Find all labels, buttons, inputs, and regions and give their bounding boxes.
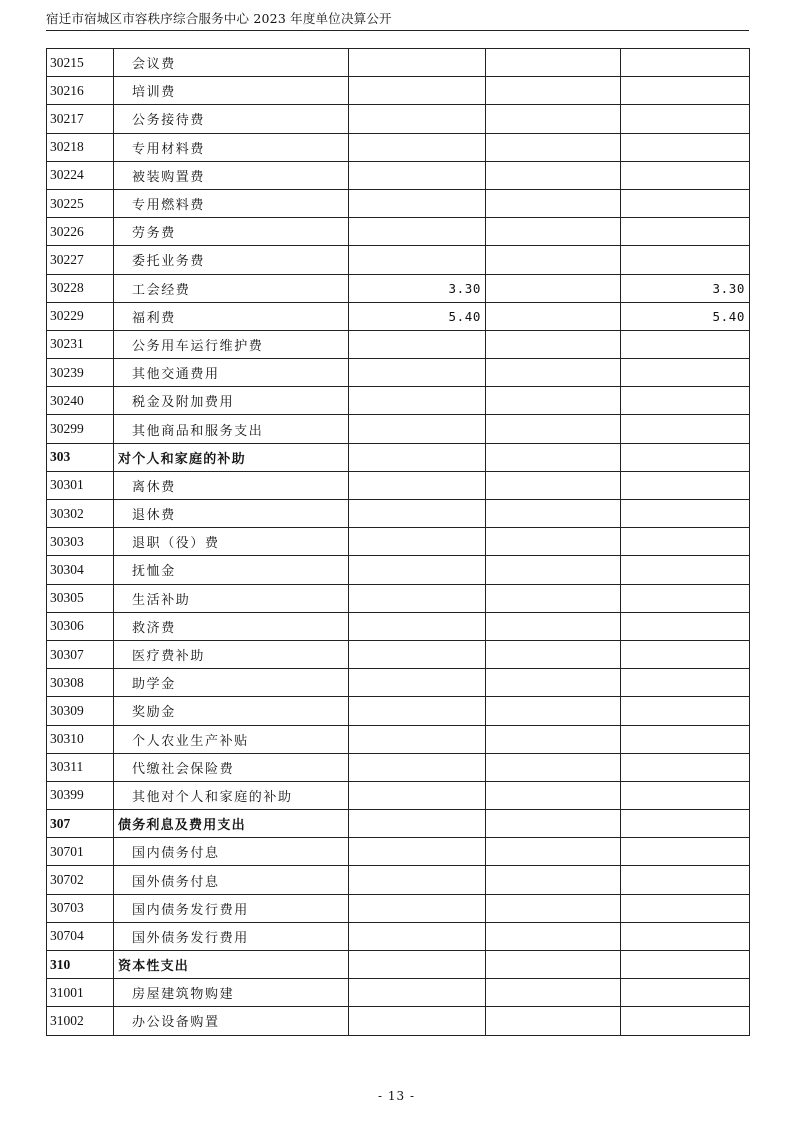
row-name-cell: 会议费 <box>114 49 349 77</box>
row-name-cell: 生活补助 <box>114 584 349 612</box>
row-value-col1-cell <box>349 781 486 809</box>
row-value-col2-cell <box>486 218 621 246</box>
row-code-cell: 30231 <box>47 330 114 358</box>
row-value-col3-cell <box>621 189 750 217</box>
row-value-col1-cell <box>349 133 486 161</box>
row-name-cell: 国内债务付息 <box>114 838 349 866</box>
row-code-cell: 30310 <box>47 725 114 753</box>
table-row <box>47 866 750 894</box>
table-row <box>47 387 750 415</box>
row-value-col2-cell <box>486 302 621 330</box>
table-row <box>47 1007 750 1035</box>
row-value-col3-cell <box>621 415 750 443</box>
row-value-col3-cell <box>621 725 750 753</box>
row-code-cell: 31002 <box>47 1007 114 1035</box>
row-code-cell: 30701 <box>47 838 114 866</box>
row-name-cell: 工会经费 <box>114 274 349 302</box>
header-rule <box>46 30 749 31</box>
row-value-col3-cell <box>621 951 750 979</box>
row-value-col1-cell <box>349 922 486 950</box>
table-row <box>47 584 750 612</box>
row-value-col1-cell <box>349 584 486 612</box>
row-name-cell: 劳务费 <box>114 218 349 246</box>
table-row <box>47 330 750 358</box>
row-code-cell: 30305 <box>47 584 114 612</box>
row-value-col1-cell <box>349 218 486 246</box>
row-value-col2-cell <box>486 584 621 612</box>
row-value-col1-cell <box>349 49 486 77</box>
row-value-col1-cell <box>349 697 486 725</box>
table-row <box>47 471 750 499</box>
row-value-col3-cell <box>621 471 750 499</box>
row-value-col2-cell <box>486 77 621 105</box>
page-header-title: 宿迁市宿城区市容秩序综合服务中心 2023 年度单位决算公开 <box>46 11 392 26</box>
row-value-col2-cell <box>486 753 621 781</box>
table-row <box>47 753 750 781</box>
row-value-col1-cell <box>349 838 486 866</box>
table-row <box>47 133 750 161</box>
table-row <box>47 838 750 866</box>
row-value-col3-cell <box>621 584 750 612</box>
row-name-cell: 对个人和家庭的补助 <box>114 443 349 471</box>
row-value-col3-cell <box>621 1007 750 1035</box>
row-value-col2-cell <box>486 669 621 697</box>
table-row <box>47 500 750 528</box>
row-value-col1-cell <box>349 415 486 443</box>
row-value-col3-cell <box>621 330 750 358</box>
table-row <box>47 105 750 133</box>
row-value-col2-cell <box>486 471 621 499</box>
row-value-col3-cell <box>621 866 750 894</box>
row-value-col2-cell <box>486 246 621 274</box>
table-row <box>47 669 750 697</box>
row-value-col3-cell <box>621 922 750 950</box>
row-value-col3-cell <box>621 894 750 922</box>
table-row <box>47 189 750 217</box>
row-name-cell: 公务接待费 <box>114 105 349 133</box>
row-value-col1-cell <box>349 471 486 499</box>
row-name-cell: 委托业务费 <box>114 246 349 274</box>
row-value-col3-cell <box>621 838 750 866</box>
table-row <box>47 49 750 77</box>
row-value-col1-cell <box>349 443 486 471</box>
row-code-cell: 30216 <box>47 77 114 105</box>
table-row <box>47 274 750 302</box>
row-name-cell: 奖励金 <box>114 697 349 725</box>
row-value-col2-cell <box>486 894 621 922</box>
row-code-cell: 30704 <box>47 922 114 950</box>
row-value-col1-cell <box>349 105 486 133</box>
row-code-cell: 30311 <box>47 753 114 781</box>
row-value-col2-cell <box>486 810 621 838</box>
table-row <box>47 556 750 584</box>
row-name-cell: 救济费 <box>114 612 349 640</box>
row-value-col1-cell <box>349 725 486 753</box>
row-value-col1-cell: 5.40 <box>349 302 486 330</box>
row-value-col2-cell <box>486 725 621 753</box>
row-value-col1-cell: 3.30 <box>349 274 486 302</box>
row-name-cell: 税金及附加费用 <box>114 387 349 415</box>
row-value-col3-cell <box>621 640 750 668</box>
table-row <box>47 640 750 668</box>
row-value-col2-cell <box>486 556 621 584</box>
row-value-col1-cell <box>349 500 486 528</box>
row-name-cell: 福利费 <box>114 302 349 330</box>
row-name-cell: 退休费 <box>114 500 349 528</box>
row-value-col1-cell <box>349 1007 486 1035</box>
table-row <box>47 161 750 189</box>
table-row <box>47 894 750 922</box>
row-code-cell: 30227 <box>47 246 114 274</box>
row-name-cell: 国外债务发行费用 <box>114 922 349 950</box>
row-value-col1-cell <box>349 753 486 781</box>
row-name-cell: 债务利息及费用支出 <box>114 810 349 838</box>
row-value-col3-cell <box>621 133 750 161</box>
row-code-cell: 30301 <box>47 471 114 499</box>
page-number: - 13 - <box>377 1089 415 1103</box>
row-code-cell: 307 <box>47 810 114 838</box>
row-code-cell: 30215 <box>47 49 114 77</box>
row-value-col1-cell <box>349 528 486 556</box>
row-value-col1-cell <box>349 866 486 894</box>
row-value-col3-cell <box>621 810 750 838</box>
table-row <box>47 612 750 640</box>
row-code-cell: 30299 <box>47 415 114 443</box>
row-code-cell: 30224 <box>47 161 114 189</box>
table-row <box>47 922 750 950</box>
row-value-col2-cell <box>486 866 621 894</box>
row-name-cell: 国外债务付息 <box>114 866 349 894</box>
row-value-col2-cell <box>486 951 621 979</box>
row-value-col1-cell <box>349 640 486 668</box>
row-value-col3-cell <box>621 246 750 274</box>
row-code-cell: 30240 <box>47 387 114 415</box>
row-name-cell: 被装购置费 <box>114 161 349 189</box>
row-value-col3-cell <box>621 697 750 725</box>
table-row <box>47 528 750 556</box>
table-group-row <box>47 951 750 979</box>
row-name-cell: 其他对个人和家庭的补助 <box>114 781 349 809</box>
row-name-cell: 退职（役）费 <box>114 528 349 556</box>
row-name-cell: 其他交通费用 <box>114 359 349 387</box>
row-name-cell: 国内债务发行费用 <box>114 894 349 922</box>
row-code-cell: 30229 <box>47 302 114 330</box>
row-name-cell: 专用材料费 <box>114 133 349 161</box>
row-code-cell: 30399 <box>47 781 114 809</box>
row-value-col3-cell <box>621 753 750 781</box>
row-value-col2-cell <box>486 330 621 358</box>
row-value-col3-cell: 3.30 <box>621 274 750 302</box>
row-value-col2-cell <box>486 133 621 161</box>
row-name-cell: 医疗费补助 <box>114 640 349 668</box>
row-name-cell: 抚恤金 <box>114 556 349 584</box>
row-value-col1-cell <box>349 951 486 979</box>
row-value-col3-cell <box>621 781 750 809</box>
row-value-col2-cell <box>486 838 621 866</box>
row-code-cell: 30306 <box>47 612 114 640</box>
row-code-cell: 30239 <box>47 359 114 387</box>
row-value-col2-cell <box>486 922 621 950</box>
expenditure-table <box>46 48 750 1036</box>
table-row <box>47 697 750 725</box>
row-value-col2-cell <box>486 1007 621 1035</box>
row-code-cell: 30217 <box>47 105 114 133</box>
row-code-cell: 30703 <box>47 894 114 922</box>
row-value-col2-cell <box>486 781 621 809</box>
row-name-cell: 离休费 <box>114 471 349 499</box>
row-value-col1-cell <box>349 246 486 274</box>
row-value-col2-cell <box>486 979 621 1007</box>
row-code-cell: 30304 <box>47 556 114 584</box>
row-name-cell: 公务用车运行维护费 <box>114 330 349 358</box>
table-row <box>47 415 750 443</box>
row-value-col2-cell <box>486 359 621 387</box>
row-value-col1-cell <box>349 669 486 697</box>
row-name-cell: 代缴社会保险费 <box>114 753 349 781</box>
row-value-col3-cell <box>621 500 750 528</box>
row-code-cell: 30309 <box>47 697 114 725</box>
row-value-col2-cell <box>486 49 621 77</box>
row-code-cell: 31001 <box>47 979 114 1007</box>
row-value-col3-cell <box>621 612 750 640</box>
row-code-cell: 30225 <box>47 189 114 217</box>
table-group-row <box>47 443 750 471</box>
row-value-col3-cell <box>621 49 750 77</box>
row-name-cell: 办公设备购置 <box>114 1007 349 1035</box>
row-value-col2-cell <box>486 697 621 725</box>
row-value-col3-cell <box>621 979 750 1007</box>
row-value-col3-cell: 5.40 <box>621 302 750 330</box>
row-code-cell: 303 <box>47 443 114 471</box>
row-value-col2-cell <box>486 443 621 471</box>
expenditure-table-body <box>47 49 750 1036</box>
row-value-col2-cell <box>486 105 621 133</box>
row-value-col1-cell <box>349 189 486 217</box>
row-code-cell: 310 <box>47 951 114 979</box>
table-row <box>47 246 750 274</box>
row-value-col3-cell <box>621 105 750 133</box>
row-value-col3-cell <box>621 359 750 387</box>
row-value-col3-cell <box>621 669 750 697</box>
row-value-col2-cell <box>486 387 621 415</box>
row-value-col3-cell <box>621 528 750 556</box>
table-group-row <box>47 810 750 838</box>
row-name-cell: 专用燃料费 <box>114 189 349 217</box>
row-name-cell: 个人农业生产补贴 <box>114 725 349 753</box>
row-value-col2-cell <box>486 161 621 189</box>
row-name-cell: 助学金 <box>114 669 349 697</box>
row-value-col1-cell <box>349 77 486 105</box>
row-code-cell: 30218 <box>47 133 114 161</box>
row-value-col1-cell <box>349 359 486 387</box>
row-value-col2-cell <box>486 500 621 528</box>
row-value-col1-cell <box>349 330 486 358</box>
row-value-col2-cell <box>486 274 621 302</box>
row-name-cell: 其他商品和服务支出 <box>114 415 349 443</box>
table-row <box>47 359 750 387</box>
row-value-col1-cell <box>349 810 486 838</box>
row-value-col3-cell <box>621 387 750 415</box>
table-row <box>47 218 750 246</box>
table-row <box>47 302 750 330</box>
row-value-col3-cell <box>621 556 750 584</box>
row-value-col1-cell <box>349 556 486 584</box>
row-value-col1-cell <box>349 894 486 922</box>
row-value-col2-cell <box>486 640 621 668</box>
row-code-cell: 30303 <box>47 528 114 556</box>
row-name-cell: 资本性支出 <box>114 951 349 979</box>
row-name-cell: 房屋建筑物购建 <box>114 979 349 1007</box>
table-row <box>47 725 750 753</box>
row-value-col3-cell <box>621 218 750 246</box>
row-value-col1-cell <box>349 387 486 415</box>
row-code-cell: 30228 <box>47 274 114 302</box>
row-code-cell: 30307 <box>47 640 114 668</box>
row-code-cell: 30302 <box>47 500 114 528</box>
row-code-cell: 30308 <box>47 669 114 697</box>
row-value-col1-cell <box>349 612 486 640</box>
row-value-col2-cell <box>486 415 621 443</box>
row-value-col3-cell <box>621 443 750 471</box>
row-value-col3-cell <box>621 161 750 189</box>
table-row <box>47 781 750 809</box>
table-row <box>47 77 750 105</box>
row-name-cell: 培训费 <box>114 77 349 105</box>
table-row <box>47 979 750 1007</box>
row-value-col2-cell <box>486 189 621 217</box>
row-value-col2-cell <box>486 612 621 640</box>
row-value-col2-cell <box>486 528 621 556</box>
row-code-cell: 30226 <box>47 218 114 246</box>
row-value-col1-cell <box>349 161 486 189</box>
row-value-col3-cell <box>621 77 750 105</box>
row-code-cell: 30702 <box>47 866 114 894</box>
row-value-col1-cell <box>349 979 486 1007</box>
